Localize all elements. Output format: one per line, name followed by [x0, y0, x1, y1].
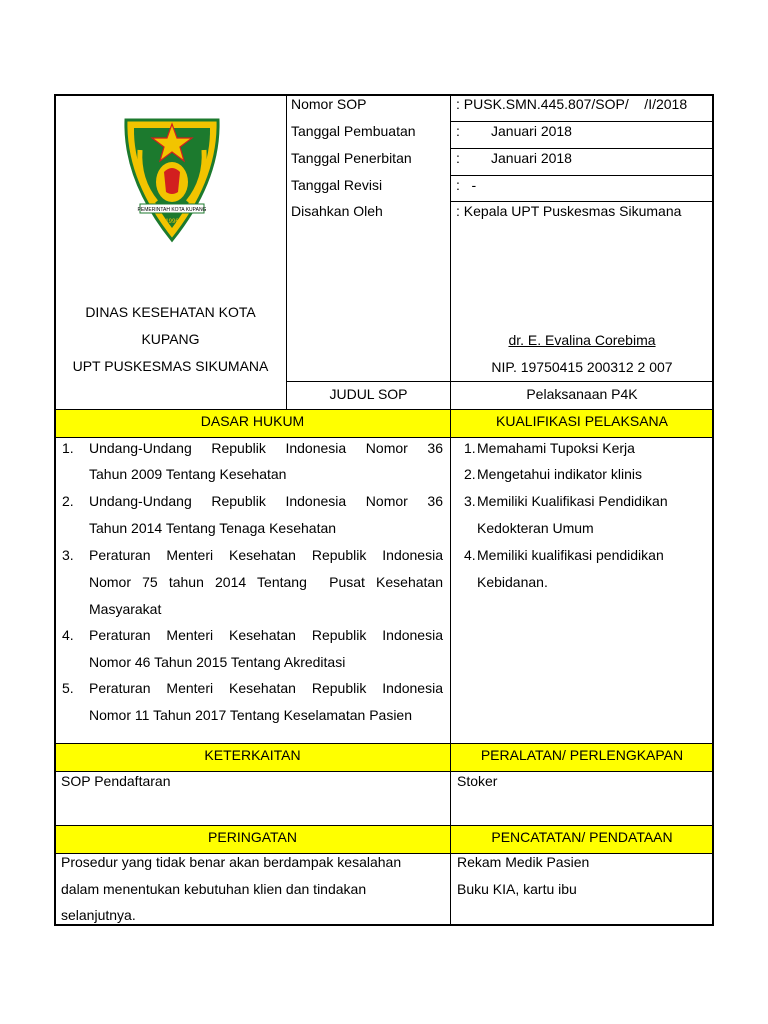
kualifikasi-item-3-num: 3.	[464, 493, 476, 509]
kualifikasi-item-4-line-2: Kebidanan.	[477, 574, 548, 590]
peringatan-line-2: dalam menentukan kebutuhan klien dan tindakan	[61, 881, 367, 897]
kualifikasi-item-1-line-1: Memahami Tupoksi Kerja	[477, 440, 635, 456]
dasar-item-5-line-2: Nomor 11 Tahun 2017 Tentang Keselamatan Pasien	[89, 707, 413, 723]
meta-value-disahkan: : Kepala UPT Puskesmas Sikumana	[456, 203, 682, 219]
meta-label-nomor: Nomor SOP	[291, 96, 367, 112]
dasar-item-3-line-1: Peraturan Menteri Kesehatan Republik Indonesia	[89, 547, 443, 563]
emblem-ribbon-text: PEMERINTAH KOTA KUPANG	[137, 207, 207, 213]
meta-label-pembuatan: Tanggal Pembuatan	[291, 123, 416, 139]
rule-section-1	[55, 409, 713, 410]
meta-value-nomor: : PUSK.SMN.445.807/SOP/ /I/2018	[456, 96, 688, 112]
dasar-item-5-num: 5.	[62, 680, 74, 696]
meta-label-disahkan: Disahkan Oleh	[291, 203, 383, 219]
header-dasar-hukum: DASAR HUKUM	[200, 413, 305, 429]
city-emblem-icon	[120, 110, 224, 244]
rule-section-2	[55, 743, 713, 744]
dasar-item-3-line-3: Masyarakat	[89, 601, 162, 617]
signer-nip: NIP. 19750415 200312 2 007	[491, 359, 673, 375]
header-keterkaitan: KETERKAITAN	[204, 747, 301, 763]
meta-value-pembuatan: : Januari 2018	[456, 123, 572, 139]
dasar-item-4-line-1: Peraturan Menteri Kesehatan Republik Indonesia	[89, 627, 443, 643]
org-line-3: UPT PUSKESMAS SIKUMANA	[72, 358, 269, 374]
keterkaitan-text: SOP Pendaftaran	[61, 773, 171, 789]
dasar-item-1-line-1: Undang-Undang Republik Indonesia Nomor 36	[89, 440, 443, 456]
pencatatan-line-1: Rekam Medik Pasien	[457, 854, 590, 870]
kualifikasi-item-2-line-1: Mengetahui indikator klinis	[477, 466, 642, 482]
rule-judul-top	[287, 381, 713, 382]
rule-section-1b	[55, 437, 713, 438]
dasar-item-2-num: 2.	[62, 493, 74, 509]
header-peringatan: PERINGATAN	[208, 829, 297, 845]
meta-value-penerbitan: : Januari 2018	[456, 150, 572, 166]
dasar-item-5-line-1: Peraturan Menteri Kesehatan Republik Indonesia	[89, 680, 443, 696]
rule-meta-3	[451, 175, 713, 176]
divider-logo	[286, 95, 287, 410]
dasar-item-1-line-2: Tahun 2009 Tentang Kesehatan	[89, 466, 287, 482]
header-kualifikasi: KUALIFIKASI PELAKSANA	[496, 413, 668, 429]
judul-value: Pelaksanaan P4K	[526, 386, 638, 402]
org-line-1: DINAS KESEHATAN KOTA	[85, 304, 256, 320]
emblem-year-text: 1996	[165, 219, 179, 225]
kualifikasi-item-4-line-1: Memiliki kualifikasi pendidikan	[477, 547, 664, 563]
peringatan-line-3: selanjutnya.	[61, 907, 136, 923]
kualifikasi-item-3-line-2: Kedokteran Umum	[477, 520, 594, 536]
dasar-item-2-line-2: Tahun 2014 Tentang Tenaga Kesehatan	[89, 520, 337, 536]
dasar-item-3-line-2: Nomor 75 tahun 2014 Tentang Pusat Kesehatan	[89, 574, 443, 590]
peringatan-line-1: Prosedur yang tidak benar akan berdampak kesalahan	[61, 854, 402, 870]
signer-name: dr. E. Evalina Corebima	[508, 332, 656, 348]
header-pencatatan: PENCATATAN/ PENDATAAN	[491, 829, 673, 845]
dasar-item-2-line-1: Undang-Undang Republik Indonesia Nomor 36	[89, 493, 443, 509]
pencatatan-line-2: Buku KIA, kartu ibu	[457, 881, 577, 897]
meta-label-penerbitan: Tanggal Penerbitan	[291, 150, 412, 166]
divider-meta	[450, 95, 451, 925]
org-line-2: KUPANG	[141, 331, 200, 347]
kualifikasi-item-2-num: 2.	[464, 466, 476, 482]
rule-section-3	[55, 825, 713, 826]
dasar-item-3-num: 3.	[62, 547, 74, 563]
dasar-item-4-line-2: Nomor 46 Tahun 2015 Tentang Akreditasi	[89, 654, 346, 670]
meta-value-revisi: : -	[456, 177, 477, 193]
dasar-item-4-num: 4.	[62, 627, 74, 643]
dasar-item-1-num: 1.	[62, 440, 74, 456]
kualifikasi-item-1-num: 1.	[464, 440, 476, 456]
header-peralatan: PERALATAN/ PERLENGKAPAN	[480, 747, 684, 763]
judul-label: JUDUL SOP	[329, 386, 408, 402]
meta-label-revisi: Tanggal Revisi	[291, 177, 383, 193]
kualifikasi-item-4-num: 4.	[464, 547, 476, 563]
peralatan-text: Stoker	[457, 773, 498, 789]
kualifikasi-item-3-line-1: Memiliki Kualifikasi Pendidikan	[477, 493, 668, 509]
